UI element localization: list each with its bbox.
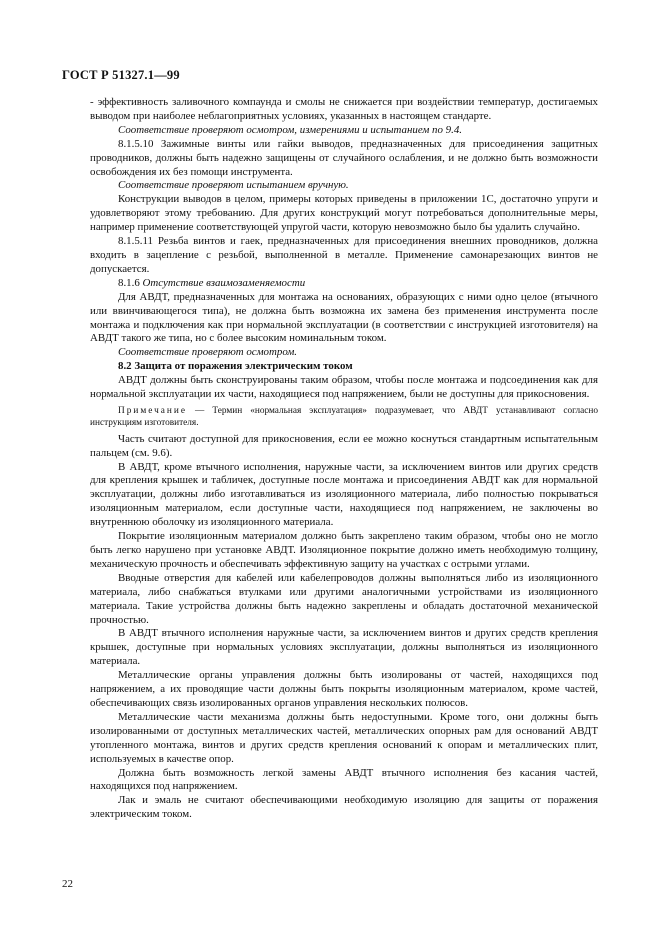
document-body: [90, 96, 598, 822]
compliance-note: Соответствие проверяют осмотром, измерениями и испытанием по 9.4.: [118, 123, 463, 136]
section-8-2-heading: [90, 360, 598, 374]
clause-number: 8.1.6: [118, 276, 143, 289]
paragraph: Для АВДТ, предназначенных для монтажа на основаниях, образующих с ними одно целое (втычного или ввинчивающегося типа), не должна быть возможна их замена без применения инструмента после монтажа и подключения как при нормальной эксплуатации (в соответствии с инструкцией изготовителя) на АВДТ такого же типа, но с более высоким номинальным током.: [90, 290, 598, 345]
clause-8-1-6-heading: [90, 277, 598, 291]
paragraph: Металлические органы управления должны быть изолированы от частей, находящихся под напряжением, а их проводящие части должны быть покрыты изоляционным материалом, кроме частей, обеспечивающих связь изолированных органов управления нескольких полюсов.: [90, 669, 598, 709]
paragraph: Покрытие изоляционным материалом должно быть закреплено таким образом, чтобы оно не могло быть легко нарушено при установке АВДТ. Изоляционное покрытие должно иметь необходимую толщину, механическую прочность и обеспечивать эффективную защиту на участках с острыми углами.: [90, 530, 598, 570]
paragraph: Вводные отверстия для кабелей или кабелепроводов должны выполняться либо из изоляционного материала, либо снабжаться втулками или другими аналогичными устройствами из изоляционного материала. Такие устройства должны быть надежно закреплены и обладать достаточной механической прочностью.: [90, 571, 598, 626]
note-text: — Термин «нормальная эксплуатация» подразумевает, что АВДТ устанавливают согласно инструкциям изготовителя.: [90, 405, 598, 429]
clause-title: Отсутствие взаимозаменяемости: [142, 276, 306, 289]
paragraph: - эффективность заливочного компаунда и смолы не снижается при воздействии температур, достигаемых выводом при наиболее неблагоприятных условиях, указанных в настоящем стандарте.: [90, 96, 598, 122]
section-title: 8.2 Защита от поражения электрическим током: [118, 360, 353, 373]
page-number: 22: [62, 878, 73, 890]
clause-8-1-5-11: 8.1.5.11 Резьба винтов и гаек, предназначенных для присоединения внешних проводников, должна входить в зацепление с резьбой, выполненной в металле. Применение самонарезающих винтов не допускается.: [90, 235, 598, 275]
paragraph: Металлические части механизма должны быть недоступными. Кроме того, они должны быть изолированными от доступных металлических частей, металлических опорных рам для оснований АВДТ утопленного монтажа, винтов и других средств крепления оснований к опорам и металлических плит, используемых в качестве опор.: [90, 710, 598, 765]
paragraph: Часть считают доступной для прикосновения, если ее можно коснуться стандартным испытательным пальцем (см. 9.6).: [90, 432, 598, 459]
paragraph: Лак и эмаль не считают обеспечивающими необходимую изоляцию для защиты от поражения электрическим током.: [90, 794, 598, 821]
compliance-note: Соответствие проверяют испытанием вручную.: [118, 179, 349, 192]
paragraph: Конструкции выводов в целом, примеры которых приведены в приложении 1С, достаточно упруги и удовлетворяют этому требованию. Для других конструкций могут потребоваться дополнительные меры, например применение соответствующей упругой части, которую невозможно было бы удалить случайно.: [90, 193, 598, 234]
compliance-note: Соответствие проверяют осмотром.: [118, 346, 298, 359]
paragraph: В АВДТ втычного исполнения наружные части, за исключением винтов и других средств крепления крышек, доступные при нормальных условиях эксплуатации, должны выполняться из изоляционного материала.: [90, 627, 598, 668]
paragraph: Должна быть возможность легкой замены АВДТ втычного исполнения без касания частей, находящихся под напряжением.: [90, 766, 598, 793]
note-label: Примечание: [118, 405, 187, 416]
clause-8-1-5-10: 8.1.5.10 Зажимные винты или гайки выводов, предназначенных для присоединения защитных проводников, должны быть надежно защищены от случайного ослабления, и не должно быть возможности освобождения их без помощи инструмента.: [90, 137, 598, 178]
paragraph: В АВДТ, кроме втычного исполнения, наружные части, за исключением винтов или других средств для крепления крышек и табличек, доступные после монтажа и присоединения АВДТ как для нормальной эксплуатации, должны либо изготавливаться из изоляционного материала, либо полностью покрываться изоляционным материалом, если доступные части, находящиеся под напряжением, не заключены во внутреннюю оболочку из изоляционного материала.: [90, 460, 598, 529]
paragraph: АВДТ должны быть сконструированы таким образом, чтобы после монтажа и подсоединения как для нормальной эксплуатации их части, находящиеся под напряжением, были не доступны для прикосновения.: [90, 374, 598, 401]
standard-header: ГОСТ Р 51327.1—99: [62, 68, 180, 82]
note: [90, 405, 598, 430]
